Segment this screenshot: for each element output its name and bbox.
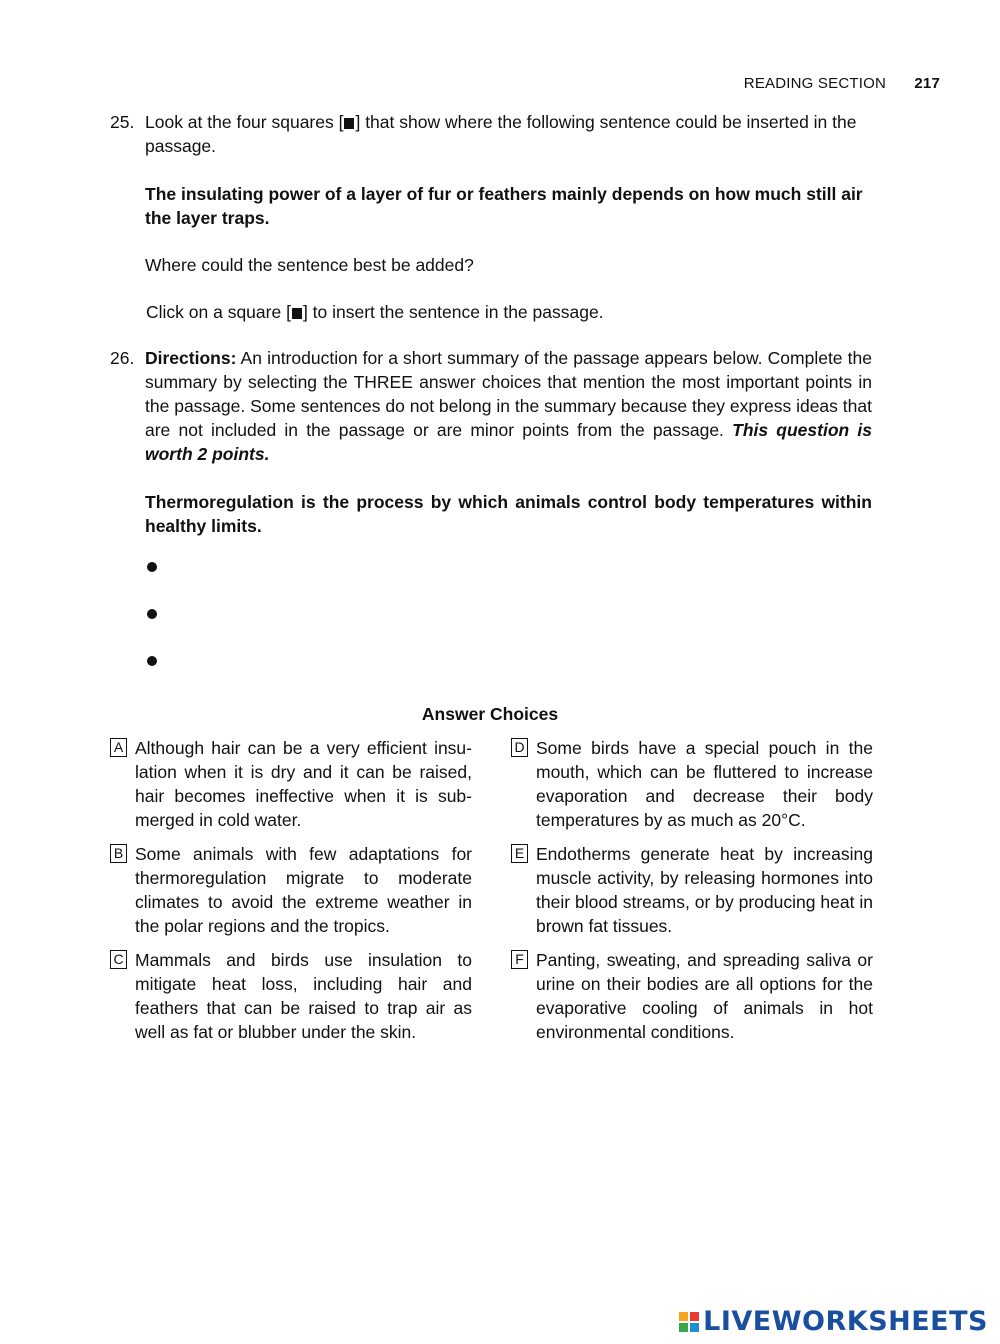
choice-text: Although hair can be a very efficient insu-lation when it is dry and it can be raised, hair becomes ineffective when it is sub-merged in cold water.: [135, 738, 472, 830]
points-note: This question is worth 2 points.: [145, 420, 872, 464]
choice-letter: B: [110, 844, 127, 863]
question-number: 25.: [110, 112, 135, 132]
summary-slot-2[interactable]: [147, 609, 157, 619]
choice-letter: E: [511, 844, 528, 863]
logo-text: LIVEWORKSHEETS: [703, 1306, 988, 1337]
question-25-click-instruction: Click on a square [ ] to insert the sentence in the passage.: [146, 302, 604, 322]
question-25: [110, 110, 872, 324]
answer-choice-c[interactable]: [110, 948, 472, 1044]
answer-choice-d[interactable]: [511, 736, 873, 832]
summary-slot-3[interactable]: [147, 656, 157, 666]
answer-choice-f[interactable]: [511, 948, 873, 1044]
choice-letter: C: [110, 950, 127, 969]
logo-grid-icon: [679, 1312, 699, 1332]
square-icon: [344, 118, 354, 129]
summary-slot-1[interactable]: [147, 562, 157, 572]
question-25-instruction: Look at the four squares [ ] that show where the following sentence could be inserted in the passage.: [145, 112, 857, 156]
choice-text: Panting, sweating, and spreading saliva or urine on their bodies are all options for the evaporative cooling of animals in hot environmental conditions.: [536, 950, 873, 1042]
question-25-prompt: Where could the sentence best be added?: [145, 255, 474, 275]
square-icon: [292, 308, 302, 319]
answer-choice-a[interactable]: [110, 736, 472, 832]
choice-text: Mammals and birds use insulation to mitigate heat loss, including hair and feathers that can be raised to trap air as well as fat or blubber under the skin.: [135, 950, 472, 1042]
page-number: 217: [914, 75, 940, 92]
insert-sentence: The insulating power of a layer of fur or feathers mainly depends on how much still air the layer traps.: [145, 184, 863, 228]
page-header: [744, 72, 940, 96]
answer-choices-title: Answer Choices: [421, 704, 559, 724]
answer-choice-e[interactable]: [511, 842, 873, 938]
choice-letter: A: [110, 738, 127, 757]
question-26: [110, 346, 872, 538]
question-number: 26.: [110, 348, 135, 368]
answer-choice-b[interactable]: [110, 842, 472, 938]
choice-text: Some birds have a special pouch in the mouth, which can be fluttered to increase evaporation and decrease their body temperatures by as much as 20°C.: [536, 738, 873, 830]
section-title: READING SECTION: [743, 75, 886, 92]
choice-letter: F: [511, 950, 528, 969]
liveworksheets-logo: [679, 1306, 988, 1337]
choice-letter: D: [511, 738, 528, 757]
directions: Directions: An introduction for a short summary of the passage appears below. Complete the summary by selecting the THREE answer choices that mention the most important points in the passage. Some sentences do not belong in the summary because they express ideas that are not included in the passage or are minor points from the passage. This question is worth 2 points.: [145, 348, 872, 464]
choice-text: Some animals with few adaptations for thermoregulation migrate to moderate climates to avoid the extreme weather in the polar regions and the tropics.: [135, 844, 472, 936]
choice-text: Endotherms generate heat by increasing muscle activity, by releasing hormones into their blood streams, or by producing heat in brown fat tissues.: [536, 844, 873, 936]
summary-intro: Thermoregulation is the process by which animals control body temperatures within healthy limits.: [145, 492, 872, 536]
